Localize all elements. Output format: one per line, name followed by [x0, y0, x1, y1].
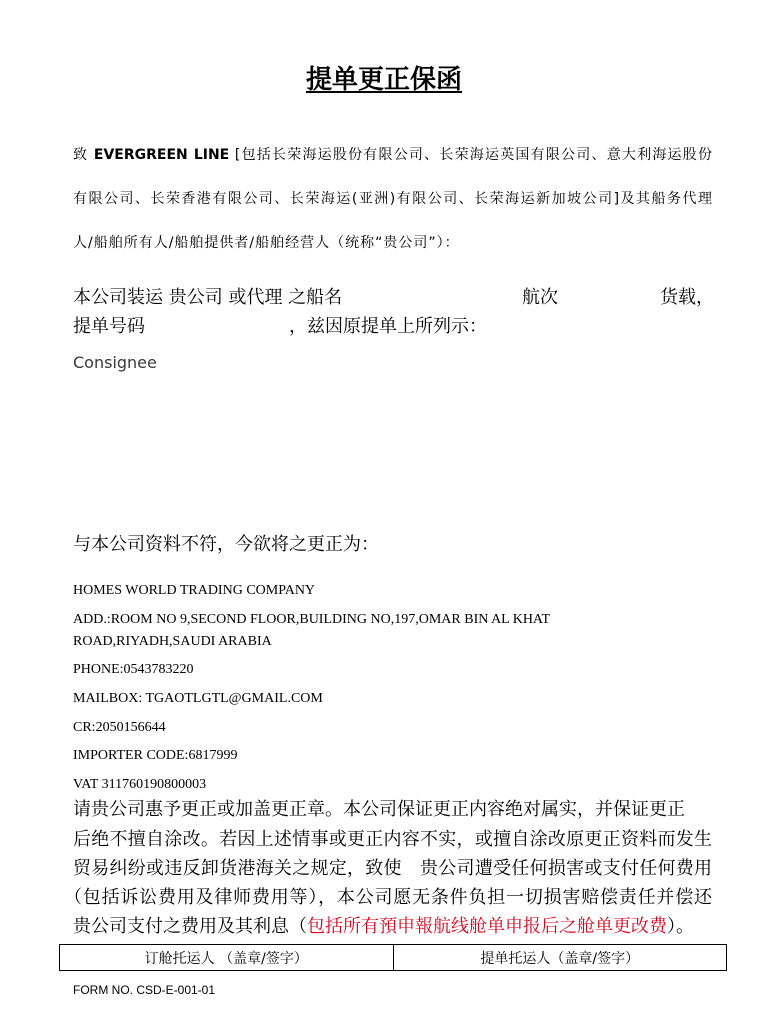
- document-title: [0, 64, 768, 96]
- bl-number-label: 提单号码: [73, 316, 145, 337]
- booking-shipper-signature-cell: 订舱托运人 （盖章/签字）: [144, 950, 308, 967]
- consignee-email: MAILBOX: TGAOTLGTL@GMAIL.COM: [73, 691, 323, 706]
- signature-table: [59, 944, 727, 971]
- guarantee-line-3: 贸易纠纷或违反卸货港海关之规定，致使 贵公司遭受任何损害或支付任何费用: [73, 858, 712, 879]
- voyage-label: 航次: [522, 287, 558, 308]
- consignee-address-line-2: ROAD,RIYADH,SAUDI ARABIA: [73, 634, 272, 649]
- guarantee-line-5-text: 贵公司支付之费用及其利息（: [73, 916, 307, 937]
- correction-intro: 与本公司资料不符，今欲将之更正为：: [73, 534, 379, 555]
- consignee-vat: VAT 311760190800003: [73, 777, 207, 792]
- addressee-line-1: [73, 145, 712, 165]
- consignee-importer-code: IMPORTER CODE:6817999: [73, 748, 238, 763]
- fee-highlight-text: 包括所有預申報航线舱单申报后之舱单更改费: [307, 916, 667, 937]
- consignee-phone: PHONE:0543783220: [73, 662, 194, 677]
- guarantee-line-5-end: ）。: [667, 916, 694, 937]
- addressee-line-3: 人/船舶所有人/船舶提供者/船舶经营人（统称“贵公司”）：: [73, 235, 460, 251]
- cargo-label: 货载，: [660, 287, 714, 308]
- guarantee-line-1: 请贵公司惠予更正或加盖更正章。本公司保证更正内容绝对属实，并保证更正: [73, 799, 685, 820]
- addressee-prefix: 致: [73, 147, 94, 163]
- guarantee-line-2: 后绝不擅自涂改。若因上述情事或更正内容不实，或擅自涂改原更正资料而发生: [73, 829, 712, 850]
- form-number: FORM NO. CSD-E-001-01: [73, 983, 216, 997]
- addressee-line-1-rest: [包括长荣海运股份有限公司、长荣海运英国有限公司、意大利海运股份: [229, 147, 712, 163]
- bl-suffix-text: ，兹因原提单上所列示：: [289, 316, 487, 337]
- guarantee-line-4: （包括诉讼费用及律师费用等），本公司愿无条件负担一切损害赔偿责任并偿还: [64, 887, 712, 908]
- consignee-cr: CR:2050156644: [73, 720, 166, 735]
- consignee-company: HOMES WORLD TRADING COMPANY: [73, 583, 316, 598]
- original-field-name: Consignee: [73, 353, 157, 372]
- carrier-name: EVERGREEN LINE: [93, 147, 230, 163]
- vessel-label: 本公司装运 贵公司 或代理 之船名: [73, 287, 343, 308]
- bl-shipper-signature-cell: 提单托运人（盖章/签字）: [393, 945, 727, 970]
- consignee-address-line-1: ADD.:ROOM NO 9,SECOND FLOOR,BUILDING NO,197,OMAR BIN AL KHAT: [73, 612, 551, 627]
- guarantee-line-5: [73, 915, 694, 939]
- addressee-line-2: 有限公司、长荣香港有限公司、长荣海运(亚洲)有限公司、长荣海运新加坡公司]及其船务代理: [73, 191, 712, 207]
- document-title-text: 提单更正保函: [305, 65, 462, 95]
